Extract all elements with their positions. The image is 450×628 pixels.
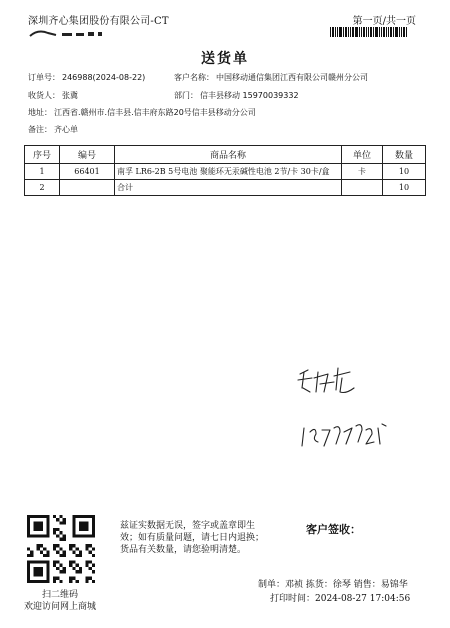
cell-index: 1 — [25, 164, 60, 180]
qr-module — [27, 521, 30, 524]
qr-module — [40, 567, 43, 570]
qr-module — [37, 570, 40, 573]
document-title: 送货单 — [201, 51, 249, 67]
qr-module — [72, 525, 75, 528]
qr-module — [37, 547, 40, 550]
qr-module — [53, 528, 56, 531]
qr-module — [40, 560, 43, 563]
qr-module — [72, 518, 75, 521]
customer-sign-label: 客户签收： — [306, 523, 361, 536]
qr-module — [33, 521, 36, 524]
qr-module — [40, 515, 43, 518]
qr-module — [27, 531, 30, 534]
qr-module — [79, 567, 82, 570]
qr-module — [89, 534, 92, 537]
header-product-name: 商品名称 — [115, 146, 342, 164]
qr-module — [56, 534, 59, 537]
cell-unit — [342, 180, 383, 196]
qr-module — [92, 525, 95, 528]
qr-module — [69, 544, 72, 547]
qr-module — [46, 518, 49, 521]
qr-module — [92, 564, 95, 567]
qr-module — [37, 567, 40, 570]
cell-unit: 卡 — [342, 164, 383, 180]
qr-module — [37, 580, 40, 583]
qr-module — [69, 580, 72, 583]
qr-module — [89, 544, 92, 547]
qr-module — [85, 521, 88, 524]
qr-module — [76, 515, 79, 518]
qr-module — [46, 577, 49, 580]
qr-module — [76, 570, 79, 573]
qr-module — [63, 521, 66, 524]
qr-module — [27, 528, 30, 531]
qr-module — [40, 544, 43, 547]
qr-module — [63, 570, 66, 573]
qr-module — [59, 538, 62, 541]
qr-module — [92, 547, 95, 550]
order-number — [28, 72, 145, 83]
qr-module — [85, 547, 88, 550]
qr-module — [89, 551, 92, 554]
order-number-value: 246988(2024-08-22) — [62, 73, 146, 82]
qr-module — [85, 525, 88, 528]
qr-module — [40, 525, 43, 528]
qr-module — [82, 534, 85, 537]
company-name: 深圳齐心集团股份有限公司-CT — [28, 16, 169, 27]
qr-module — [69, 564, 72, 567]
qr-module — [27, 560, 30, 563]
qr-module — [85, 577, 88, 580]
qr-module — [56, 577, 59, 580]
qr-module — [37, 515, 40, 518]
qr-module — [33, 570, 36, 573]
note-value: 齐心单 — [54, 125, 78, 134]
qr-module — [79, 525, 82, 528]
qr-module — [27, 518, 30, 521]
address-value: 江西省.赣州市.信丰县.信丰府东路20号信丰县移动分公司 — [54, 108, 256, 117]
qr-module — [53, 560, 56, 563]
qr-caption-line2: 欢迎访问网上商城 — [23, 602, 96, 612]
qr-module — [30, 554, 33, 557]
qr-module — [56, 528, 59, 531]
qr-module — [76, 534, 79, 537]
qr-module — [46, 528, 49, 531]
qr-module — [33, 567, 36, 570]
qr-module — [69, 577, 72, 580]
qr-module — [72, 551, 75, 554]
qr-module — [53, 577, 56, 580]
receiver-value: 张冀 — [62, 91, 78, 100]
qr-module — [76, 547, 79, 550]
qr-module — [79, 570, 82, 573]
qr-module — [43, 580, 46, 583]
table-header-row — [25, 146, 426, 164]
qr-module — [85, 544, 88, 547]
qr-module — [85, 534, 88, 537]
qr-module — [46, 560, 49, 563]
customer-name-label: 客户名称： — [174, 73, 214, 82]
qr-module — [40, 580, 43, 583]
qr-module — [53, 547, 56, 550]
qr-module — [92, 521, 95, 524]
qr-module — [92, 528, 95, 531]
cell-quantity: 10 — [383, 180, 426, 196]
qr-module — [27, 577, 30, 580]
qr-module — [63, 538, 66, 541]
qr-module — [33, 528, 36, 531]
qr-module — [72, 515, 75, 518]
cell-quantity: 10 — [383, 164, 426, 180]
table-row — [25, 180, 426, 196]
qr-module — [33, 525, 36, 528]
qr-module — [56, 560, 59, 563]
qr-module — [43, 547, 46, 550]
qr-module — [37, 573, 40, 576]
qr-module — [46, 570, 49, 573]
qr-module — [56, 544, 59, 547]
qr-module — [72, 567, 75, 570]
qr-module — [40, 570, 43, 573]
qr-module — [63, 534, 66, 537]
customer-name — [174, 72, 368, 83]
qr-module — [46, 573, 49, 576]
qr-module — [59, 570, 62, 573]
qr-module — [27, 570, 30, 573]
qr-module — [40, 534, 43, 537]
qr-module — [59, 521, 62, 524]
qr-module — [43, 515, 46, 518]
qr-module — [40, 521, 43, 524]
qr-module — [43, 554, 46, 557]
qr-module — [92, 531, 95, 534]
qr-module — [37, 525, 40, 528]
address-label: 地址： — [28, 108, 52, 117]
notice-text — [120, 520, 264, 556]
qr-module — [92, 580, 95, 583]
receiver-label: 收货人： — [28, 91, 60, 100]
qr-module — [63, 567, 66, 570]
qr-module — [92, 554, 95, 557]
qr-module — [40, 551, 43, 554]
qr-module — [27, 534, 30, 537]
qr-module — [53, 531, 56, 534]
order-number-label: 订单号： — [28, 73, 60, 82]
qr-module — [27, 573, 30, 576]
qr-module — [76, 554, 79, 557]
qr-module — [33, 560, 36, 563]
qr-module — [56, 551, 59, 554]
qr-code — [27, 515, 95, 583]
qr-module — [56, 518, 59, 521]
header-index: 序号 — [25, 146, 60, 164]
qr-module — [53, 564, 56, 567]
qr-module — [72, 528, 75, 531]
header-code: 编号 — [60, 146, 115, 164]
qr-module — [53, 580, 56, 583]
qr-module — [27, 564, 30, 567]
qr-module — [59, 564, 62, 567]
header-quantity: 数量 — [383, 146, 426, 164]
qr-module — [59, 580, 62, 583]
department — [174, 90, 299, 101]
qr-module — [43, 560, 46, 563]
qr-module — [59, 515, 62, 518]
address — [28, 107, 256, 118]
qr-module — [63, 554, 66, 557]
header-unit: 单位 — [342, 146, 383, 164]
handwritten-signature — [294, 362, 404, 458]
cell-index: 2 — [25, 180, 60, 196]
qr-module — [85, 580, 88, 583]
qr-module — [92, 515, 95, 518]
qr-module — [53, 544, 56, 547]
note-label: 备注： — [28, 125, 52, 134]
staff-info: 制单：邓祯 拣货：徐琴 销售：易锦华 — [258, 580, 408, 590]
qr-module — [79, 534, 82, 537]
qr-module — [46, 515, 49, 518]
qr-module — [46, 534, 49, 537]
qr-module — [89, 567, 92, 570]
qr-module — [79, 554, 82, 557]
qr-module — [85, 528, 88, 531]
qr-module — [30, 560, 33, 563]
qr-module — [92, 570, 95, 573]
qr-module — [59, 554, 62, 557]
qr-module — [79, 521, 82, 524]
qr-module — [37, 521, 40, 524]
qr-module — [30, 534, 33, 537]
qr-module — [63, 551, 66, 554]
qr-module — [92, 518, 95, 521]
cell-code — [60, 180, 115, 196]
qr-module — [72, 544, 75, 547]
cell-code: 66401 — [60, 164, 115, 180]
cell-product-name: 南孚 LR6-2B 5号电池 聚能环无汞碱性电池 2节/卡 30卡/盒 — [115, 164, 342, 180]
table-row — [25, 164, 426, 180]
qr-module — [46, 531, 49, 534]
customer-name-value: 中国移动通信集团江西有限公司赣州分公司 — [216, 73, 368, 82]
qr-module — [30, 551, 33, 554]
qr-module — [69, 560, 72, 563]
qr-module — [92, 534, 95, 537]
qr-module — [56, 567, 59, 570]
qr-module — [37, 544, 40, 547]
qr-module — [43, 534, 46, 537]
cell-product-name: 合计 — [115, 180, 342, 196]
qr-module — [72, 521, 75, 524]
qr-module — [72, 577, 75, 580]
notice-line: 货品有关数量，请您验明清楚。 — [120, 545, 247, 555]
qr-module — [79, 551, 82, 554]
qr-module — [27, 554, 30, 557]
qr-module — [59, 547, 62, 550]
qr-module — [82, 528, 85, 531]
qr-module — [59, 531, 62, 534]
qr-module — [27, 567, 30, 570]
qr-module — [63, 518, 66, 521]
qr-module — [27, 547, 30, 550]
goods-table — [24, 145, 426, 196]
qr-module — [46, 564, 49, 567]
qr-module — [72, 531, 75, 534]
qr-module — [37, 534, 40, 537]
qr-module — [46, 554, 49, 557]
qr-module — [30, 580, 33, 583]
qr-module — [40, 573, 43, 576]
qr-module — [46, 525, 49, 528]
qr-module — [82, 521, 85, 524]
qr-module — [30, 515, 33, 518]
qr-module — [82, 525, 85, 528]
qr-module — [85, 560, 88, 563]
qr-module — [37, 560, 40, 563]
qr-module — [37, 528, 40, 531]
qr-module — [46, 521, 49, 524]
qr-module — [76, 580, 79, 583]
qr-caption-line1: 扫二维码 — [41, 590, 78, 600]
qr-module — [33, 580, 36, 583]
page-info: 第一页/共一页 — [352, 16, 416, 27]
qr-module — [33, 515, 36, 518]
qr-module — [46, 551, 49, 554]
print-time: 打印时间：2024-08-27 17:04:56 — [270, 594, 411, 604]
qr-module — [85, 515, 88, 518]
qr-module — [46, 580, 49, 583]
qr-module — [89, 560, 92, 563]
notice-line: 兹证实数据无误，签字或盖章即生 — [120, 521, 256, 531]
qr-module — [40, 528, 43, 531]
qr-module — [79, 515, 82, 518]
qr-module — [33, 534, 36, 537]
qr-module — [72, 560, 75, 563]
qr-module — [69, 547, 72, 550]
qr-module — [53, 515, 56, 518]
qr-module — [27, 515, 30, 518]
qr-module — [27, 580, 30, 583]
notice-line: 效；如有质量问题，请七日内退换； — [120, 533, 265, 543]
qr-module — [72, 534, 75, 537]
company-logo — [28, 28, 118, 38]
qr-module — [89, 577, 92, 580]
qr-module — [85, 564, 88, 567]
qr-module — [27, 525, 30, 528]
barcode — [330, 27, 416, 37]
qr-module — [46, 567, 49, 570]
note — [28, 124, 78, 135]
receiver — [28, 90, 78, 101]
qr-module — [89, 515, 92, 518]
qr-module — [33, 573, 36, 576]
qr-module — [82, 515, 85, 518]
department-label: 部门： — [174, 91, 198, 100]
department-value: 信丰县移动 15970039332 — [200, 91, 299, 100]
qr-module — [76, 564, 79, 567]
qr-module — [79, 528, 82, 531]
